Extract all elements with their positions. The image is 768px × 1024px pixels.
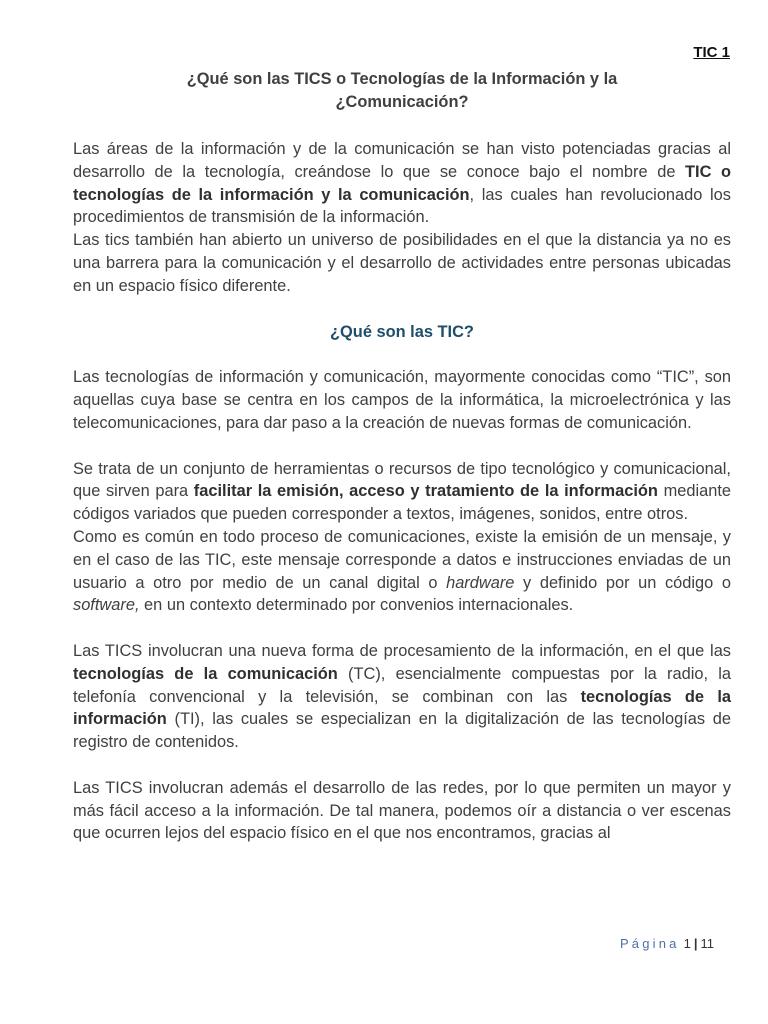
- page-title: [73, 68, 731, 114]
- section-paragraph-3: Como es común en todo proceso de comunicaciones, existe la emisión de un mensaje, y en el caso de las TIC, este mensaje corresponde a datos e instrucciones enviadas de un usuario a otro por medio de un canal digital o hardware y definido por un código o software, en un contexto determinado por convenios internacionales.: [73, 527, 731, 615]
- document-body: [73, 68, 731, 845]
- header-tag: TIC 1: [693, 44, 730, 61]
- page-footer: [620, 936, 714, 951]
- section-bold-phrase: facilitar la emisión, acceso y tratamiento de la información: [193, 482, 658, 501]
- bold-ti: tecnologías de la información: [73, 687, 731, 729]
- bold-tc: tecnologías de la comunicación: [73, 664, 338, 683]
- italic-software: software,: [73, 596, 140, 615]
- intro-bold-term: TIC o tecnologías de la información y la comunicación: [73, 162, 732, 204]
- footer-separator: |: [693, 936, 698, 951]
- section-heading: ¿Qué son las TIC?: [330, 322, 474, 341]
- section-paragraph-1: Las tecnologías de información y comunicación, mayormente conocidas como “TIC”, son aquellas cuya base se centra en los campos de la informática, la microelectrónica y las telecomunicaciones, para dar paso a la creación de nuevas formas de comunicación.: [73, 368, 731, 432]
- intro-paragraph-1: Las áreas de la información y de la comunicación se han visto potenciadas gracias al desarrollo de la tecnología, creándose lo que se conoce bajo el nombre de TIC o tecnologías de la información y la comunicación, las cuales han revolucionado los procedimientos de transmisión de la información.: [73, 140, 732, 227]
- section-paragraph-5: Las TICS involucran además el desarrollo de las redes, por lo que permiten un mayor y más fácil acceso a la información. De tal manera, podemos oír a distancia o ver escenas que ocurren lejos del espacio físico en el que nos encontramos, gracias al: [73, 778, 731, 843]
- footer-current-page: 1: [683, 936, 691, 951]
- section-paragraph-4: Las TICS involucran una nueva forma de procesamiento de la información, en el que las tecnologías de la comunicación (TC), esencialmente compuestas por la radio, la telefonía convencional y la televisión, se combinan con las tecnologías de la información (TI), las cuales se especializan en la digitalización de las tecnologías de registro de contenidos.: [73, 641, 731, 752]
- italic-hardware: hardware: [446, 573, 515, 592]
- footer-total-pages: 11: [700, 936, 714, 951]
- page-title-line-1: ¿Qué son las TICS o Tecnologías de la Información y la: [186, 70, 618, 88]
- intro-paragraph-2: Las tics también han abierto un universo de posibilidades en el que la distancia ya no es una barrera para la comunicación y el desarrollo de actividades entre personas ubicadas en un espacio físico diferente.: [73, 231, 731, 295]
- section-paragraph-2: Se trata de un conjunto de herramientas o recursos de tipo tecnológico y comunicacional, que sirven para facilitar la emisión, acceso y tratamiento de la información mediante códigos variados que pueden corresponder a textos, imágenes, sonidos, entre otros.: [73, 459, 732, 524]
- page-title-line-2: ¿Comunicación?: [335, 93, 469, 111]
- footer-page-label: Página: [619, 936, 680, 951]
